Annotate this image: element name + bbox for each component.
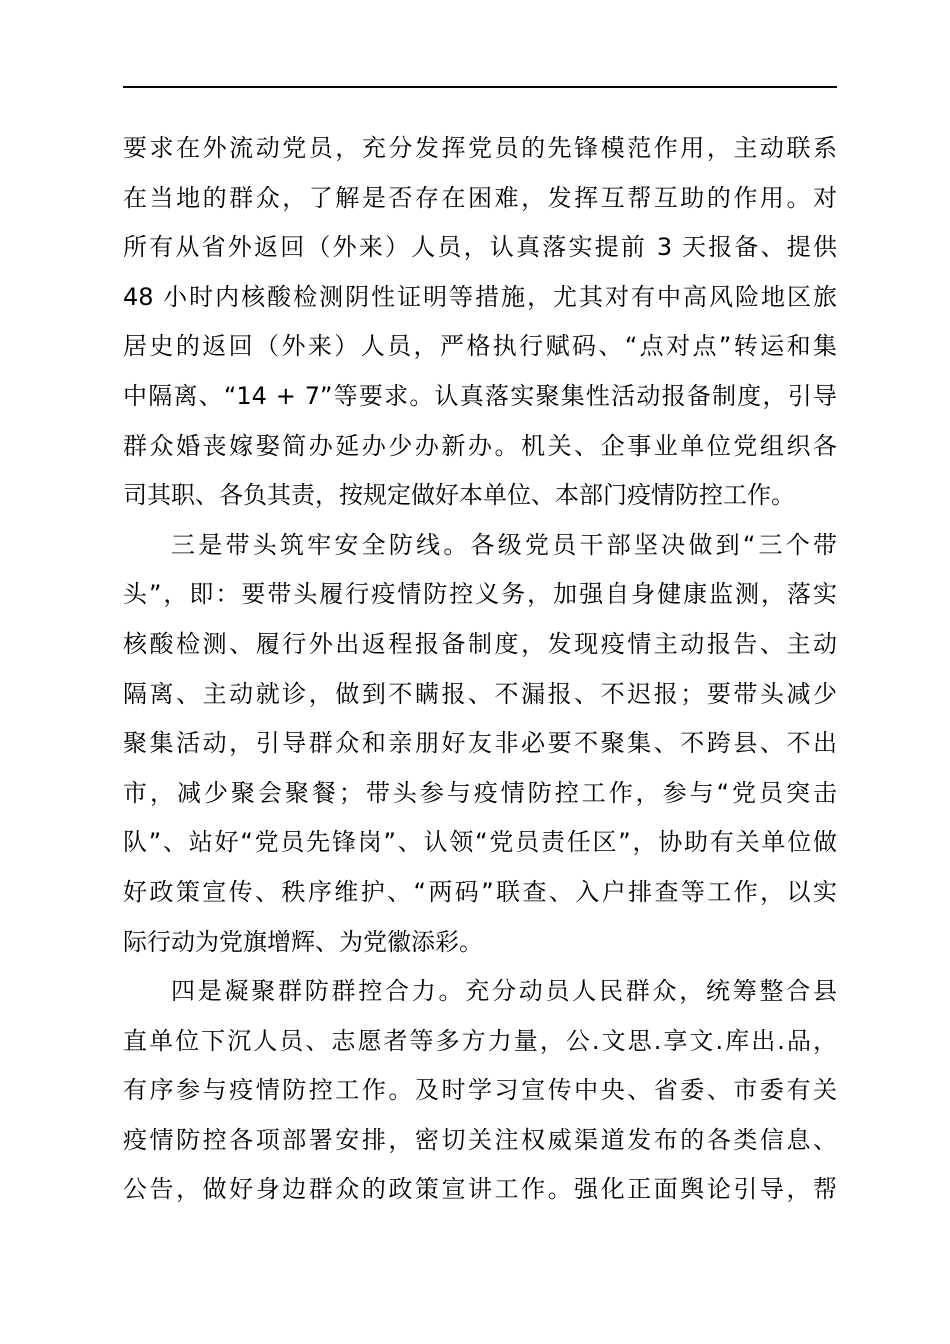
text-line: 司其职、各负其责，按规定做好本单位、本部门疫情防控工作。 [123, 481, 795, 510]
text-line: 核酸检测、履行外出返程报备制度，发现疫情主动报告、主动 [123, 629, 837, 658]
text-line: 所有从省外返回（外来）人员，认真落实提前 3 天报备、提供 [123, 233, 837, 262]
text-line: 隔离、主动就诊，做到不瞒报、不漏报、不迟报；要带头减少 [123, 679, 837, 708]
text-line: 48 小时内核酸检测阴性证明等措施，尤其对有中高风险地区旅 [123, 282, 837, 311]
document-body [123, 124, 837, 1215]
text-line: 直单位下沉人员、志愿者等多方力量，公.文思.享文.库出.品， [123, 1026, 837, 1055]
text-line: 有序参与疫情防控工作。及时学习宣传中央、省委、市委有关 [123, 1076, 837, 1105]
text-line: 在当地的群众，了解是否存在困难，发挥互帮互助的作用。对 [123, 183, 837, 212]
text-line: 头”，即：要带头履行疫情防控义务，加强自身健康监测，落实 [123, 580, 837, 609]
text-line: 好政策宣传、秩序维护、“两码”联查、入户排查等工作，以实 [123, 877, 837, 906]
text-line: 群众婚丧嫁娶简办延办少办新办。机关、企事业单位党组织各 [123, 431, 837, 460]
paragraph-start-line: 三是带头筑牢安全防线。各级党员干部坚决做到“三个带 [171, 530, 837, 559]
text-line: 际行动为党旗增辉、为党徽添彩。 [123, 927, 483, 956]
text-line: 聚集活动，引导群众和亲朋好友非必要不聚集、不跨县、不出 [123, 729, 837, 758]
text-line: 中隔离、“14 + 7”等要求。认真落实聚集性活动报备制度，引导 [123, 381, 837, 410]
text-line: 公告，做好身边群众的政策宣讲工作。强化正面舆论引导，帮 [123, 1175, 837, 1204]
paragraph-start-line: 四是凝聚群防群控合力。充分动员人民群众，统筹整合县 [171, 977, 837, 1006]
text-line: 疫情防控各项部署安排，密切关注权威渠道发布的各类信息、 [123, 1125, 837, 1154]
text-line: 要求在外流动党员，充分发挥党员的先锋模范作用，主动联系 [123, 134, 837, 162]
header-rule [123, 86, 837, 88]
text-line: 居史的返回（外来）人员，严格执行赋码、“点对点”转运和集 [123, 332, 837, 361]
text-line: 市，减少聚会聚餐；带头参与疫情防控工作，参与“党员突击 [123, 778, 837, 807]
text-line: 队”、站好“党员先锋岗”、认领“党员责任区”，协助有关单位做 [123, 828, 837, 857]
